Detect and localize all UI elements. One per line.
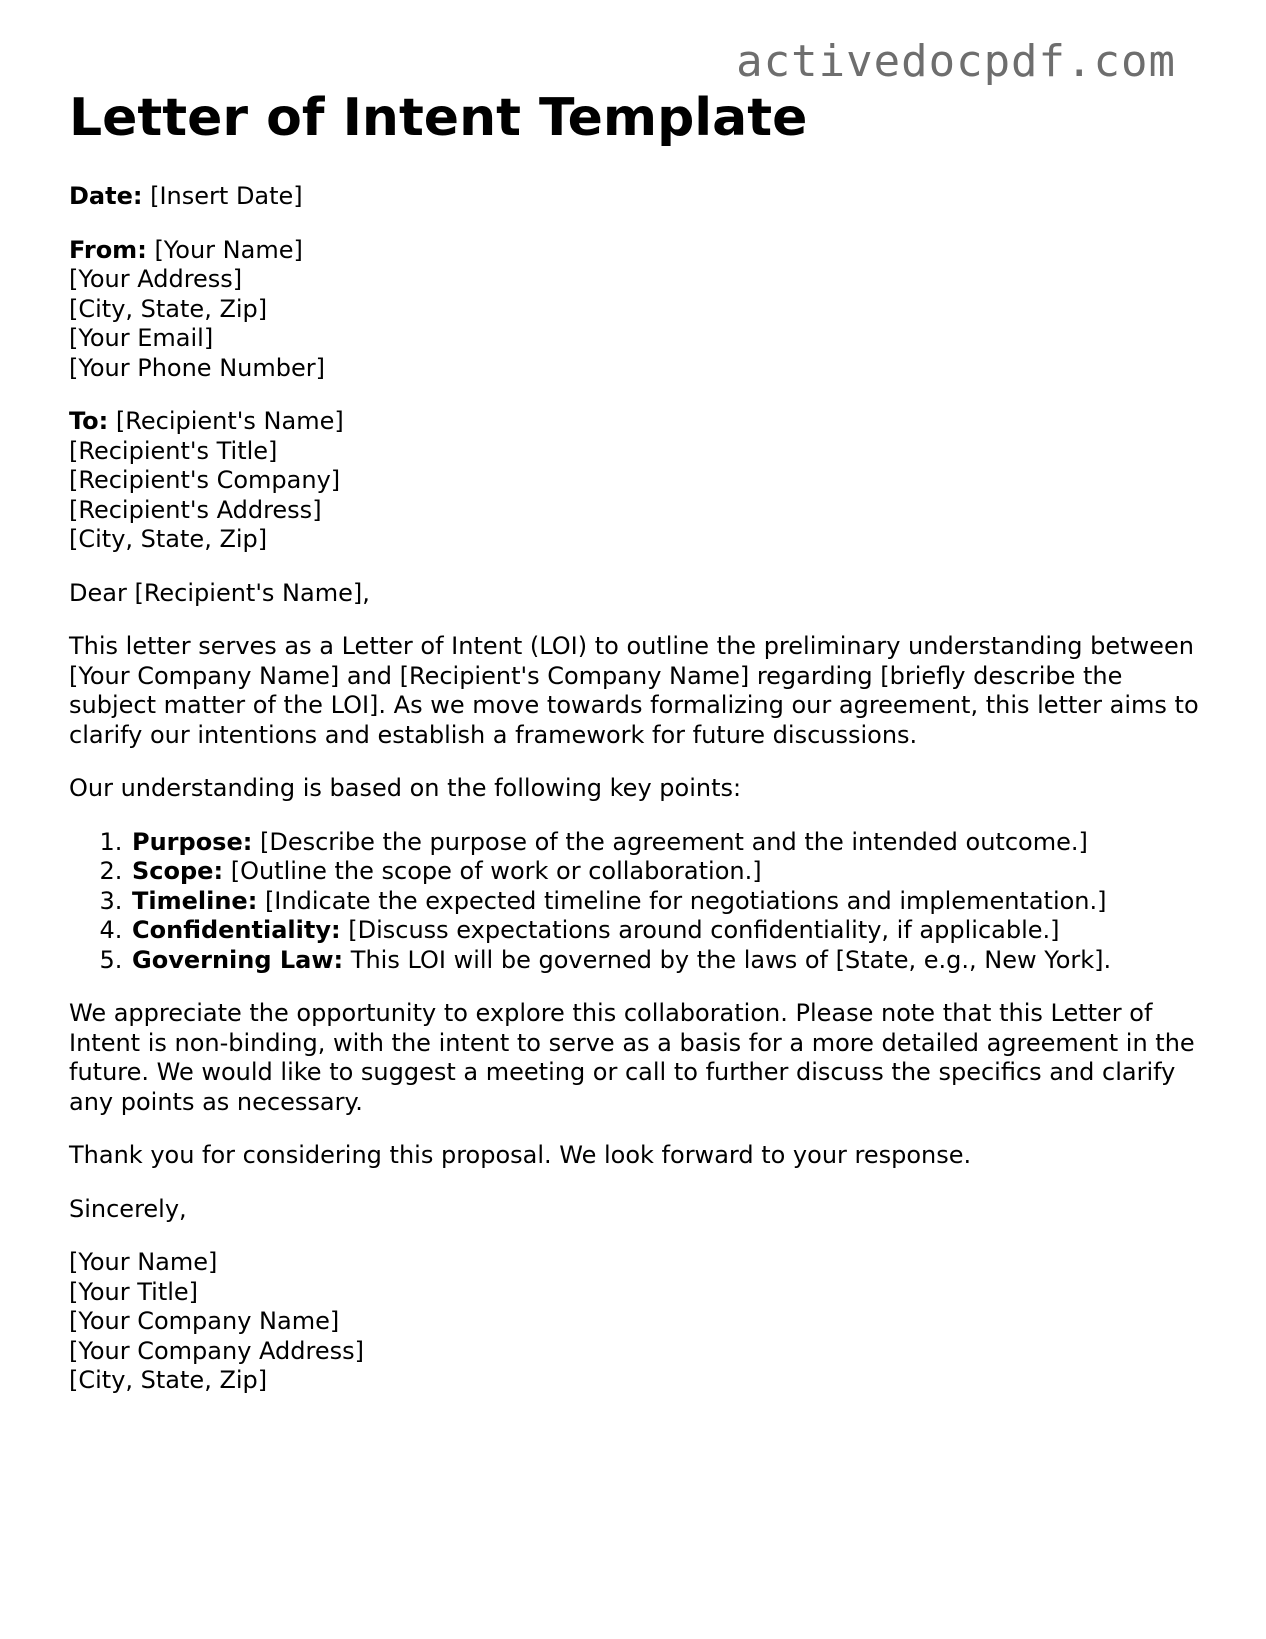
sender-city-state-zip: [City, State, Zip] [69, 294, 268, 323]
sender-address-block [69, 236, 1199, 384]
list-item [130, 887, 1199, 917]
list-item [130, 828, 1199, 858]
points-intro: Our understanding is based on the following key points: [69, 774, 742, 802]
signature-name: [Your Name] [69, 1248, 218, 1276]
closing: Sincerely, [69, 1194, 187, 1223]
recipient-address-block [69, 407, 1199, 555]
date-value: [Insert Date] [150, 182, 303, 210]
date-line [69, 182, 1199, 212]
sender-name-line [69, 236, 1199, 266]
watermark: activedocpdf.com [736, 36, 1176, 87]
signature-block [69, 1248, 1199, 1396]
recipient-name: [Recipient's Name] [115, 407, 344, 435]
point-label: Scope: [132, 857, 224, 885]
point-text: This LOI will be governed by the laws of [State, e.g., New York]. [350, 945, 1112, 974]
recipient-address: [Recipient's Address] [69, 495, 322, 524]
recipient-company: [Recipient's Company] [69, 466, 341, 494]
key-points-list [69, 828, 1199, 976]
sender-name: [Your Name] [154, 235, 303, 264]
point-text: [Discuss expectations around confidentiality, if applicable.] [348, 916, 1060, 944]
signature-company-address: [Your Company Address] [69, 1336, 364, 1365]
sender-phone: [Your Phone Number] [69, 353, 325, 382]
date-label: Date: [69, 182, 143, 210]
point-label: Governing Law: [132, 945, 344, 974]
signature-title: [Your Title] [69, 1277, 199, 1306]
point-label: Purpose: [132, 827, 253, 856]
list-item [130, 916, 1199, 946]
greeting: Dear [Recipient's Name], [69, 578, 370, 607]
list-item [130, 857, 1199, 887]
intro-paragraph: This letter serves as a Letter of Intent (LOI) to outline the preliminary understanding between [Your Company Name] and [Recipient's Company Name] regarding [briefly describe the subject matter of the LOI]. As we move towards formalizing our agreement, this letter aims to clarify our intentions and establish a framework for future discussions. [69, 632, 1199, 749]
recipient-title: [Recipient's Title] [69, 436, 278, 465]
recipient-city-state-zip: [City, State, Zip] [69, 525, 268, 553]
appreciation-paragraph: We appreciate the opportunity to explore this collaboration. Please note that this Letter of Intent is non-binding, with the intent to serve as a basis for a more detailed agreement in the future. We would like to suggest a meeting or call to further discuss the specifics and clarify any points as necessary. [69, 999, 1195, 1116]
point-text: [Outline the scope of work or collaboration.] [230, 857, 762, 885]
document-page [69, 86, 1199, 1396]
thanks-paragraph: Thank you for considering this proposal. We look forward to your response. [69, 1141, 972, 1169]
signature-city-state-zip: [City, State, Zip] [69, 1366, 268, 1394]
point-text: [Indicate the expected timeline for negotiations and implementation.] [264, 886, 1107, 915]
point-label: Timeline: [132, 886, 258, 915]
to-label: To: [69, 407, 109, 435]
list-item [130, 946, 1199, 976]
from-label: From: [69, 235, 147, 264]
point-text: [Describe the purpose of the agreement and the intended outcome.] [259, 827, 1088, 856]
recipient-name-line [69, 407, 1199, 437]
signature-company: [Your Company Name] [69, 1307, 340, 1335]
document-title: Letter of Intent Template [69, 88, 808, 148]
sender-email: [Your Email] [69, 324, 214, 352]
sender-address: [Your Address] [69, 265, 243, 293]
point-label: Confidentiality: [132, 916, 341, 944]
